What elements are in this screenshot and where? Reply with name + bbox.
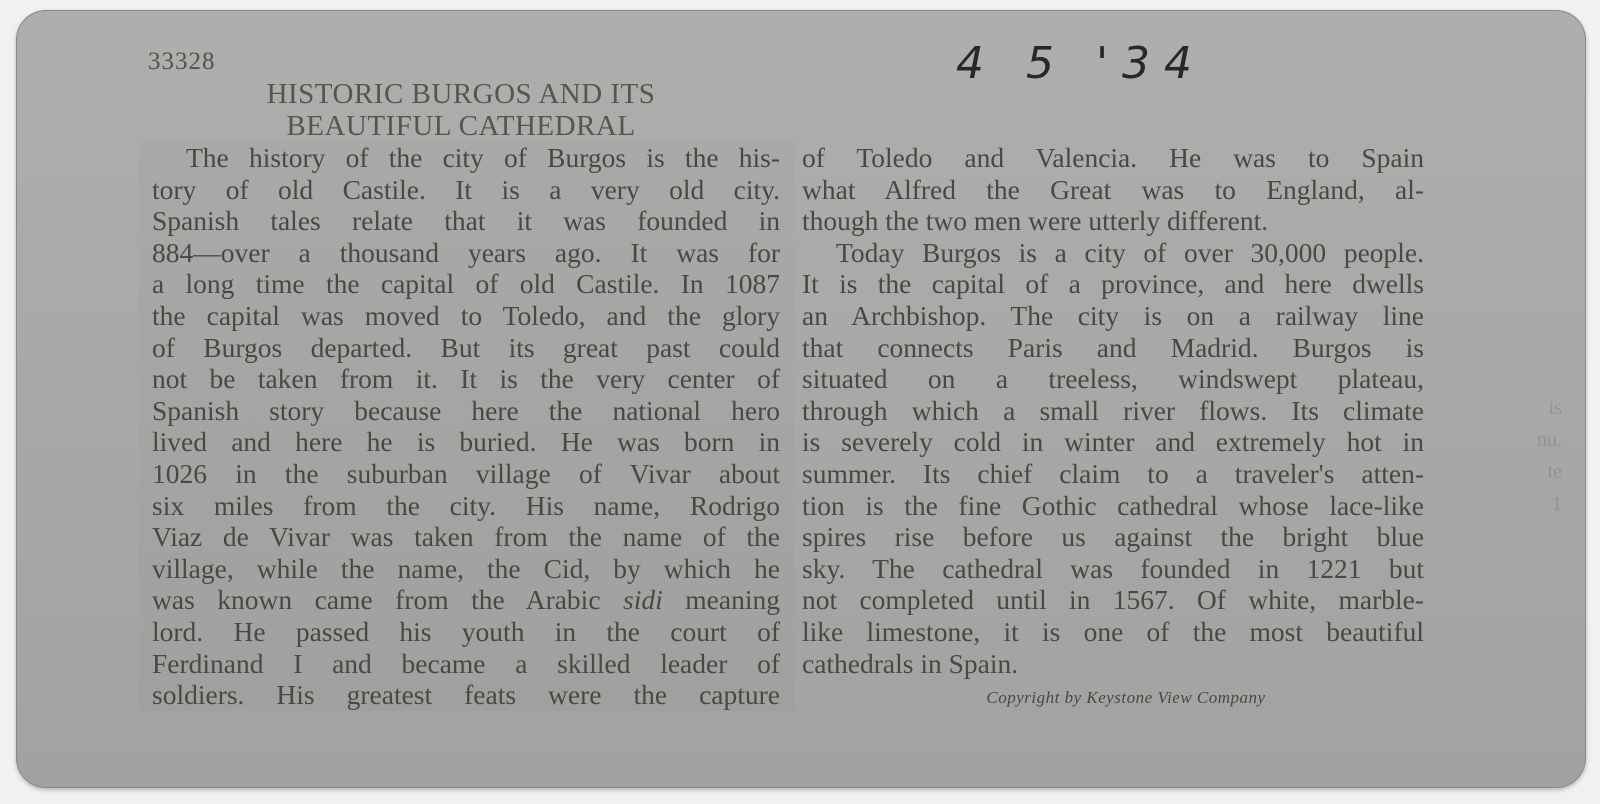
text-line: what Alfred the Great was to England, al- — [802, 173, 1424, 205]
text-line: village, while the name, the Cid, by which he — [152, 552, 780, 584]
title-line: HISTORIC BURGOS AND ITS — [266, 78, 656, 110]
text-line: of Toledo and Valencia. He was to Spain — [802, 142, 1424, 173]
text-line: six miles from the city. His name, Rodrigo — [152, 489, 780, 521]
bleed-through-text — [1526, 392, 1562, 520]
catalog-number: 33328 — [148, 48, 216, 75]
text-line: through which a small river flows. Its climate — [802, 394, 1424, 426]
text-line: an Archbishop. The city is on a railway line — [802, 299, 1424, 331]
text-line: lived and here he is buried. He was born in — [152, 426, 780, 458]
text-line: not be taken from it. It is the very center of — [152, 363, 780, 395]
text-line: spires rise before us against the bright blue — [802, 521, 1424, 553]
text-line: sky. The cathedral was founded in 1221 but — [802, 552, 1424, 584]
text-line: like limestone, it is one of the most beautiful — [802, 615, 1424, 647]
text-line: soldiers. His greatest feats were the capture — [152, 679, 780, 711]
italic-word: sidi — [623, 584, 663, 616]
text-line: Ferdinand I and became a skilled leader of — [152, 647, 780, 679]
text-line: is severely cold in winter and extremely hot in — [802, 426, 1424, 458]
bleed-line: te — [1547, 461, 1562, 483]
text-line: Spanish story because here the national hero — [152, 394, 780, 426]
text-line: the capital was moved to Toledo, and the glory — [152, 299, 780, 331]
text-line: situated on a treeless, windswept plateau, — [802, 363, 1424, 395]
bleed-line: 1 — [1552, 493, 1562, 515]
page-title — [216, 78, 706, 142]
text-line: tory of old Castile. It is a very old city. — [152, 173, 780, 205]
stereoview-card-back — [16, 10, 1586, 788]
text-line: though the two men were utterly different. — [802, 205, 1269, 237]
text-line: The history of the city of Burgos is the his- — [186, 142, 780, 173]
text-line: that connects Paris and Madrid. Burgos is — [802, 331, 1424, 363]
handwritten-date: 4 5 '34 — [956, 38, 1207, 89]
text-line: cathedrals in Spain. — [802, 647, 1019, 679]
text-line: a long time the capital of old Castile. In 1087 — [152, 268, 780, 300]
title-line: BEAUTIFUL CATHEDRAL — [286, 110, 636, 142]
text-line: Spanish tales relate that it was founded in — [152, 205, 780, 237]
copyright-notice: Copyright by Keystone View Company — [986, 688, 1266, 707]
bleed-line: is — [1548, 397, 1562, 419]
text-line: lord. He passed his youth in the court of — [152, 615, 780, 647]
text-line: tion is the fine Gothic cathedral whose lace-like — [802, 489, 1424, 521]
text-line: Today Burgos is a city of over 30,000 people. — [836, 236, 1424, 268]
text-line: 1026 in the suburban village of Vivar about — [152, 457, 780, 489]
text-line: 884—over a thousand years ago. It was for — [152, 236, 780, 268]
text-line: not completed until in 1567. Of white, marble- — [802, 584, 1424, 616]
bleed-line: nu. — [1537, 429, 1562, 451]
right-text-column — [802, 142, 1424, 679]
text-line: was known came from the Arabic sidi meaning — [152, 584, 780, 616]
text-line: of Burgos departed. But its great past could — [152, 331, 780, 363]
text-line: summer. Its chief claim to a traveler's atten- — [802, 457, 1424, 489]
text-line: Viaz de Vivar was taken from the name of the — [152, 521, 780, 553]
left-text-column — [138, 142, 794, 711]
text-line: It is the capital of a province, and here dwells — [802, 268, 1424, 300]
